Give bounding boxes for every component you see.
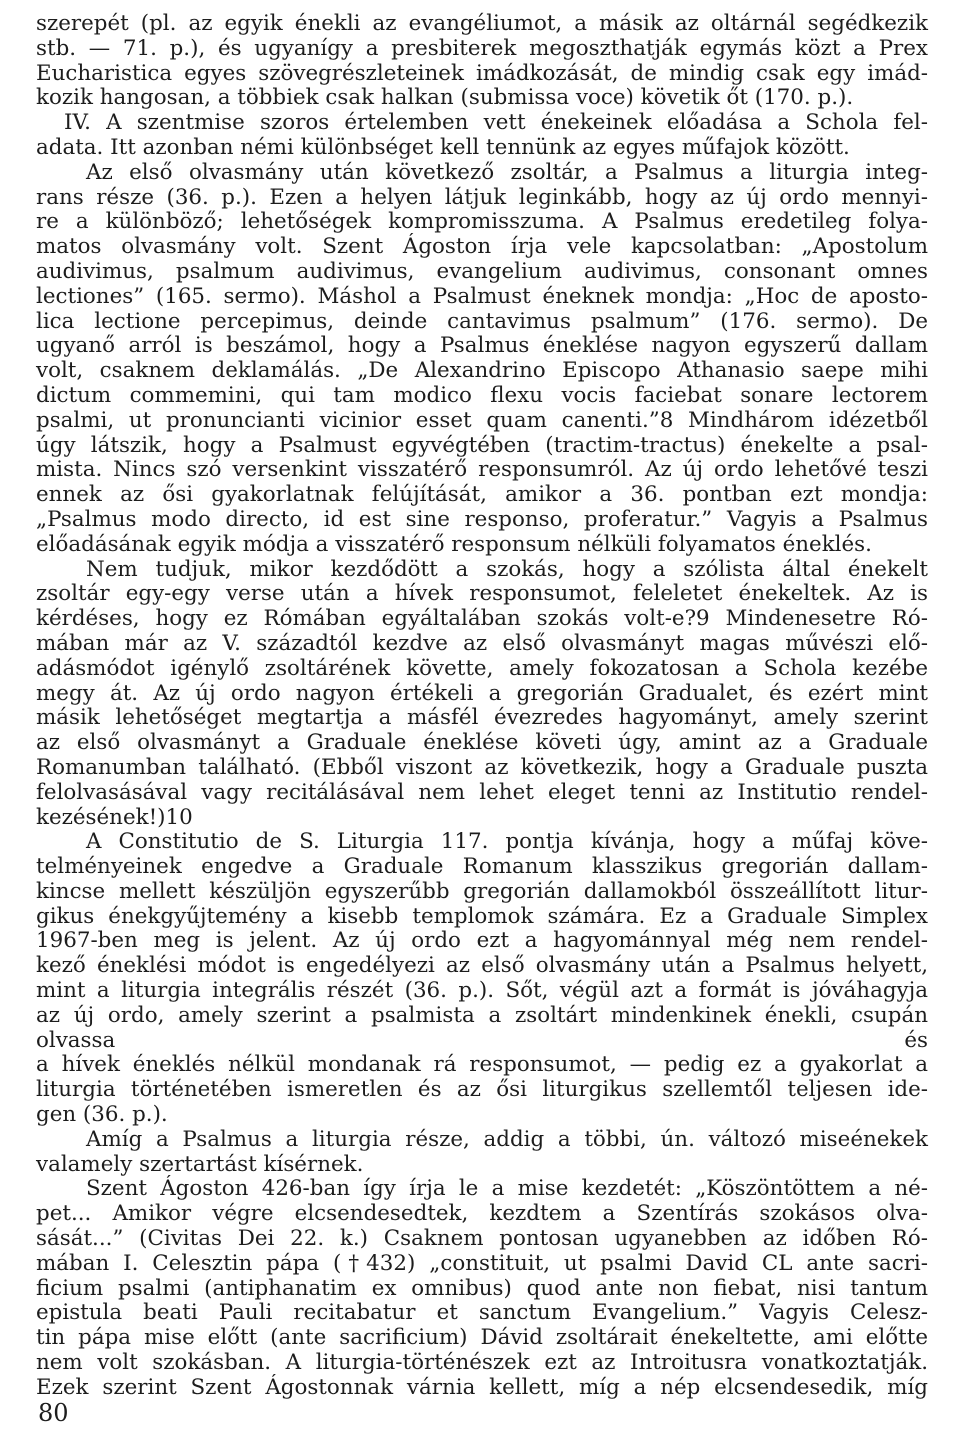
text-line: adata. Itt azonban némi különbséget kell tennünk az egyes műfajok között. bbox=[36, 134, 850, 160]
text-line: úgy látszik, hogy a Psalmust egyvégtében (tractim-tractus) énekelte a psal- bbox=[36, 432, 928, 458]
text-line: kezésének!)10 bbox=[36, 804, 193, 830]
text-line: szerepét (pl. az egyik énekli az evangéliumot, a másik az oltárnál segédkezik bbox=[36, 11, 928, 36]
text-line: lica lectione percepimus, deinde cantavimus psalmum” (176. sermo). De bbox=[36, 308, 928, 334]
text-line: ennek az ősi gyakorlatnak felújítását, amikor a 36. pontban ezt mondja: bbox=[36, 482, 928, 508]
text-line: Nem tudjuk, mikor kezdődött a szokás, hogy a szólista által énekelt bbox=[86, 556, 928, 582]
text-line: stb. — 71. p.), és ugyanígy a presbiterek megoszthatják egymás közt a Prex bbox=[36, 35, 928, 61]
text-line: IV. A szentmise szoros értelemben vett énekeinek előadása a Schola fel- bbox=[64, 110, 928, 136]
text-line: adásmódot igénylő zsoltárének követte, amely fokozatosan a Schola kezébe bbox=[36, 655, 928, 681]
text-line: kincse mellett készüljön egyszerűbb gregorián dallamokból összeállított litur- bbox=[36, 878, 928, 904]
text-line: Az első olvasmány után következő zsoltár, a Psalmus a liturgia integ- bbox=[86, 159, 928, 185]
text-line: mista. Nincs szó versenkint visszatérő responsumról. Az új ordo lehetővé teszi bbox=[36, 457, 928, 483]
text-line: sását...” (Civitas Dei 22. k.) Csaknem pontosan ugyanebben az időben Ró- bbox=[36, 1226, 928, 1252]
text-line: az új ordo, amely szerint a psalmista a zsoltárt mindenkinek énekli, csupán olvassa és bbox=[36, 1002, 928, 1053]
text-line: epistula beati Pauli recitabatur et sanctum Evangelium.” Vagyis Celesz- bbox=[36, 1300, 928, 1326]
text-line: előadásának egyik módja a visszatérő responsum nélküli folyamatos éneklés. bbox=[36, 531, 872, 557]
text-line: pet... Amikor végre elcsendesedtek, kezdtem a Szentírás szokásos olva- bbox=[36, 1201, 928, 1227]
text-line: mint a liturgia integrális részét (36. p.). Sőt, végül azt a formát is jóváhagyja bbox=[36, 978, 928, 1004]
text-line: valamely szertartást kísérnek. bbox=[36, 1151, 364, 1177]
text-line: Amíg a Psalmus a liturgia része, addig a többi, ún. változó miseénekek bbox=[86, 1126, 928, 1152]
text-line: matos olvasmány volt. Szent Ágoston írja vele kapcsolatban: „Apostolum bbox=[36, 234, 928, 260]
text-line: ugyanő arról is beszámol, hogy a Psalmus éneklése nagyon egyszerű dallam bbox=[36, 333, 928, 359]
text-line: gen (36. p.). bbox=[36, 1102, 168, 1128]
text-line: felolvasásával vagy recitálásával nem lehet eleget tenni az Institutio rendel- bbox=[36, 779, 928, 805]
text-line: audivimus, psalmum audivimus, evangelium audivimus, consonant omnes bbox=[36, 258, 928, 284]
text-line: kező éneklési módot is engedélyezi az első olvasmány után a Psalmus helyett, bbox=[36, 953, 928, 979]
text-line: a hívek éneklés nélkül mondanak rá responsumot, — pedig ez a gyakorlat a bbox=[36, 1052, 928, 1078]
text-line: nem volt szokásban. A liturgia-történészek ezt az Introitusra vonatkoztatják. bbox=[36, 1350, 928, 1376]
text-line: mában I. Celesztin pápa (†432) „constituit, ut psalmi David CL ante sacri- bbox=[36, 1250, 928, 1276]
text-line: telményeinek engedve a Graduale Romanum klasszikus gregorián dallam- bbox=[36, 854, 928, 880]
text-line: „Psalmus modo directo, id est sine responso, proferatur.” Vagyis a Psalmus bbox=[36, 506, 928, 532]
text-line: az első olvasmányt a Graduale éneklése követi úgy, amint az a Graduale bbox=[36, 730, 928, 756]
text-line: gikus énekgyűjtemény a kisebb templomok számára. Ez a Graduale Simplex bbox=[36, 903, 928, 929]
text-line: Romanumban található. (Ebből viszont az következik, hogy a Graduale puszta bbox=[36, 754, 928, 780]
text-line: Ezek szerint Szent Ágostonnak várnia kellett, míg a nép elcsendesedik, míg bbox=[36, 1374, 928, 1400]
text-line: re a különböző; lehetőségek kompromisszuma. A Psalmus eredetileg folya- bbox=[36, 209, 928, 235]
text-line: Szent Ágoston 426-ban így írja le a mise kezdetét: „Köszöntöttem a né- bbox=[86, 1176, 928, 1202]
text-line: 1967-ben meg is jelent. Az új ordo ezt a hagyománnyal még nem rendel- bbox=[36, 928, 928, 954]
text-line: megy át. Az új ordo nagyon értékeli a gregorián Gradualet, és ezért mint bbox=[36, 680, 928, 706]
text-line: liturgia történetében ismeretlen és az ősi liturgikus szellemtől teljesen ide- bbox=[36, 1077, 928, 1103]
text-line: tin pápa mise előtt (ante sacrificium) Dávid zsoltárait énekeltette, ami előtte bbox=[36, 1325, 928, 1351]
text-line: psalmi, ut pronuncianti vicinior esset quam canenti.”8 Mindhárom idézetből bbox=[36, 407, 928, 433]
body-text bbox=[36, 12, 928, 1401]
text-line: lectiones” (165. sermo). Máshol a Psalmust éneknek mondja: „Hoc de aposto- bbox=[36, 283, 928, 309]
text-line: dictum commemini, qui tam modico flexu vocis faciebat sonare lectorem bbox=[36, 382, 928, 408]
text-line: volt, csaknem deklamálás. „De Alexandrino Episcopo Athanasio saepe mihi bbox=[36, 358, 928, 384]
text-line: zsoltár egy-egy verse után a hívek responsumot, feleletet énekeltek. Az is bbox=[36, 581, 928, 607]
text-line: ficium psalmi (antiphanatim ex omnibus) quod ante non fiebat, nisi tantum bbox=[36, 1275, 928, 1301]
text-line: kérdéses, hogy ez Rómában egyáltalában szokás volt-e?9 Mindenesetre Ró- bbox=[36, 606, 928, 632]
text-line: mában már az V. századtól kezdve az első olvasmányt magas művészi elő- bbox=[36, 630, 928, 656]
text-line: kozik hangosan, a többiek csak halkan (submissa voce) követik őt (170. p.). bbox=[36, 85, 854, 111]
text-line: Eucharistica egyes szövegrészleteinek imádkozását, de mindig csak egy imád- bbox=[36, 60, 928, 86]
text-line: másik lehetőséget megtartja a másfél évezredes hagyományt, amely szerint bbox=[36, 705, 928, 731]
page-number: 80 bbox=[38, 1399, 69, 1427]
text-line: rans része (36. p.). Ezen a helyen látjuk leginkább, hogy az új ordo mennyi- bbox=[36, 184, 928, 210]
text-line: A Constitutio de S. Liturgia 117. pontja kívánja, hogy a műfaj köve- bbox=[86, 829, 928, 855]
